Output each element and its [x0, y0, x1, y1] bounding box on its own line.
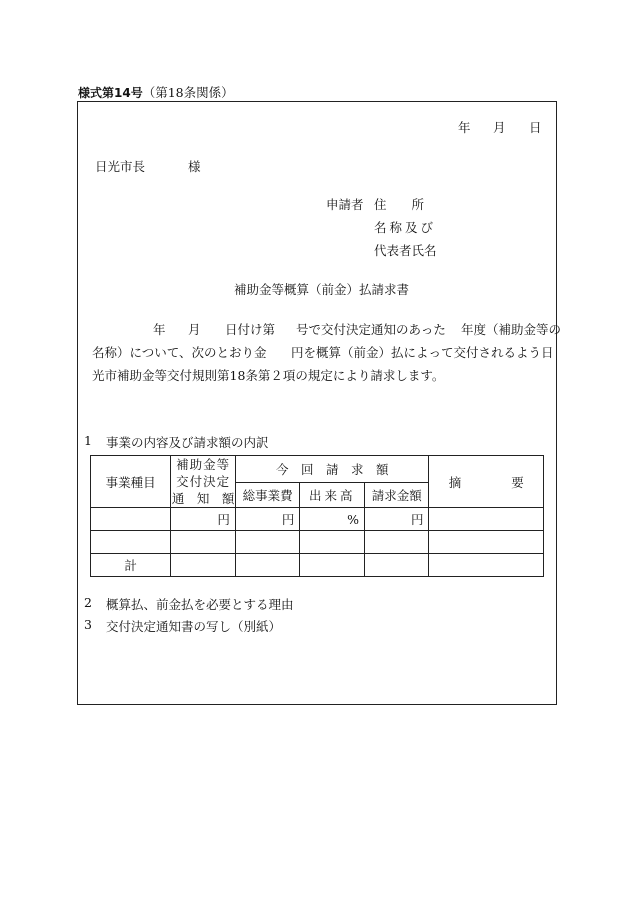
- section3-text: 交付決定通知書の写し（別紙）: [106, 619, 282, 634]
- body-line3: 光市補助金等交付規則第18条第２項の規定により請求します。: [92, 368, 445, 383]
- form-frame: [77, 101, 557, 705]
- table-cell: [235, 554, 300, 577]
- table-cell: [171, 531, 236, 554]
- addressee-name: 日光市長: [95, 159, 146, 174]
- section2-text: 概算払、前金払を必要とする理由: [106, 597, 294, 612]
- table-cell: [300, 554, 365, 577]
- table-cell: [364, 554, 429, 577]
- date-year-label: 年: [458, 120, 471, 135]
- table-cell: [429, 554, 544, 577]
- header-total-cost: 総事業費: [235, 482, 300, 508]
- body-number-suffix: 号で交付決定通知のあった: [296, 322, 446, 337]
- section3-number: 3: [84, 617, 92, 632]
- table-row: [91, 508, 544, 531]
- applicant-address-label: 住 所: [374, 197, 425, 212]
- applicant-name-label-2: 代表者氏名: [374, 243, 437, 258]
- body-month: 月: [188, 322, 201, 337]
- table-row: [91, 531, 544, 554]
- unit-request-amount: 円: [364, 508, 429, 531]
- unit-decided-amount: 円: [171, 508, 236, 531]
- header-decided-amount: [171, 456, 236, 508]
- section1-number: 1: [84, 433, 92, 448]
- header-this-request: 今 回 請 求 額: [235, 456, 429, 483]
- header-request-amount: 請求金額: [364, 482, 429, 508]
- section2-number: 2: [84, 595, 92, 610]
- table-cell: [91, 531, 171, 554]
- body-date-prefix: 日付け第: [225, 322, 276, 337]
- body-fiscal-year: 年度（補助金等の: [461, 322, 562, 337]
- table-cell: [429, 508, 544, 531]
- total-label: 計: [91, 554, 171, 577]
- body-year: 年: [153, 322, 166, 337]
- applicant-role: 申請者: [326, 197, 364, 212]
- table-cell: [300, 531, 365, 554]
- table-cell: [429, 531, 544, 554]
- unit-total-cost: 円: [235, 508, 300, 531]
- date-day-label: 日: [529, 120, 542, 135]
- date-month-label: 月: [493, 120, 506, 135]
- header-remarks: 摘 要: [429, 456, 544, 508]
- table-cell: [171, 554, 236, 577]
- header-progress: 出来高: [300, 482, 365, 508]
- form-number: 様式第14号: [78, 86, 143, 100]
- form-relation: （第18条関係）: [142, 85, 234, 100]
- section1-text: 事業の内容及び請求額の内訳: [106, 435, 269, 450]
- table-cell: [91, 508, 171, 531]
- body-before-amount: 名称）について、次のとおり金: [92, 345, 267, 360]
- table-cell: [364, 531, 429, 554]
- addressee-honorific: 様: [188, 159, 201, 174]
- form-label: [78, 83, 234, 101]
- header-decided-amount-line2: 交付決定: [176, 474, 231, 489]
- body-after-amount: 円を概算（前金）払によって交付されるよう日: [291, 345, 554, 360]
- header-decided-amount-line1: 補助金等: [176, 457, 231, 472]
- request-breakdown-table: [90, 455, 544, 577]
- header-decided-amount-line3: 通 知 額: [171, 491, 235, 506]
- table-total-row: [91, 554, 544, 577]
- document-title: 補助金等概算（前金）払請求書: [234, 282, 410, 297]
- header-business-type: 事業種目: [91, 456, 171, 508]
- unit-progress: %: [300, 508, 365, 531]
- table-cell: [235, 531, 300, 554]
- applicant-name-label-1: 名称及び: [374, 220, 437, 235]
